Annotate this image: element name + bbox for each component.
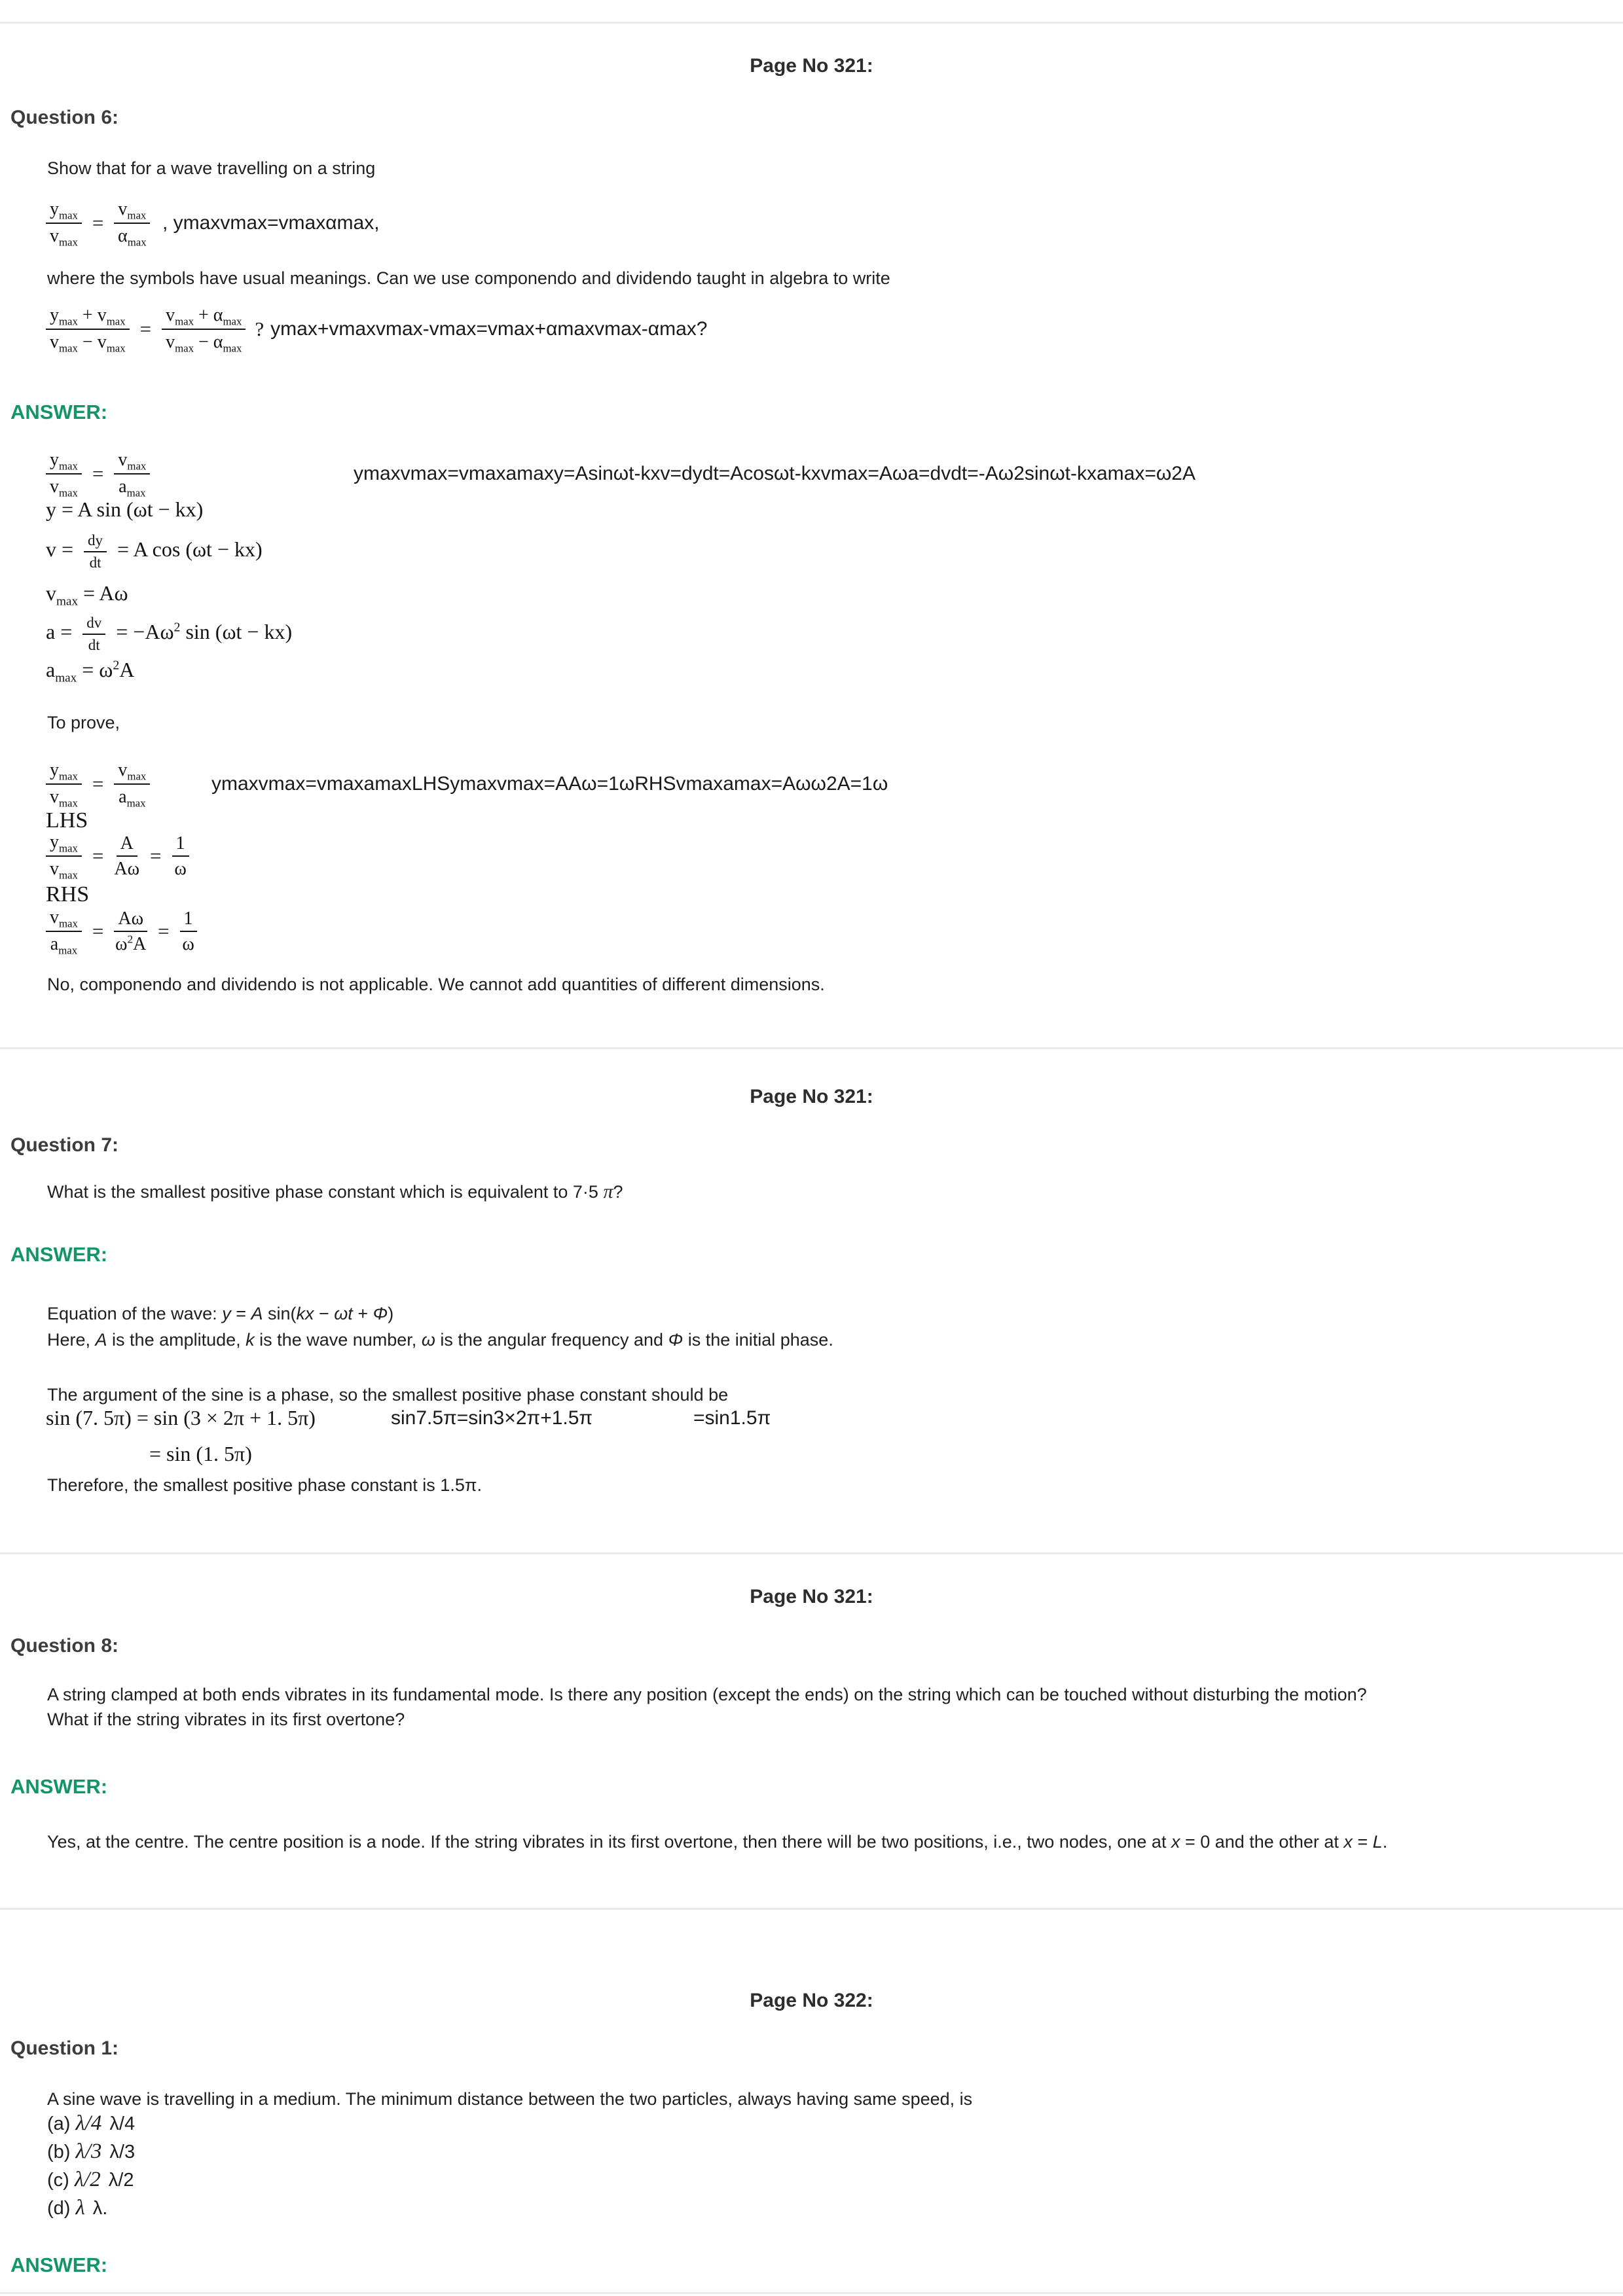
section-divider xyxy=(0,2292,1623,2294)
fraction: $\frac{dv}{dt}$ xyxy=(82,614,105,654)
equation-sin-plain-text-1: sin7.5π=sin3×2π+1.5π xyxy=(391,1407,593,1429)
fraction: $\frac{y_{max} + v_{max}}{v_{max} - v_{max}}$ xyxy=(46,304,130,355)
equals-sign: = xyxy=(92,211,104,235)
question-7-text: What is the smallest positive phase constant which is equivalent to 7·5 π? xyxy=(47,1181,623,1202)
equals-sign: = xyxy=(92,920,104,943)
answer-7-conclusion-text: Therefore, the smallest positive phase constant is 1.5π. xyxy=(47,1475,482,1495)
pi-symbol: π xyxy=(603,1181,613,1202)
equals-sign: = xyxy=(92,772,104,796)
page-number-heading: Page No 322: xyxy=(750,1990,873,2011)
fraction: $\frac{A\omega}{\omega^2A}$ xyxy=(115,908,147,955)
answer-heading: ANSWER: xyxy=(10,1775,108,1798)
rhs-label: RHS xyxy=(46,882,90,906)
equation-q6-2 xyxy=(46,304,707,355)
answer-6-conclusion-text: No, componendo and dividendo is not applicable. We cannot add quantities of different dimensions. xyxy=(47,975,825,994)
answer-8-text: Yes, at the centre. The centre position is a node. If the string vibrates in its first overtone, then there will be two positions, i.e., two nodes, one at x = 0 and the other at x = L. xyxy=(47,1832,1388,1852)
equation-q6-1-plain-text: , ymaxvmax=vmaxαmax, xyxy=(162,212,380,234)
equation-a6-plain-text: ymaxvmax=vmaxamaxy=Asinωt-kxv=dydt=Acosωt-kxvmax=Aωa=dvdt=-Aω2sinωt-kxamax=ω2A xyxy=(354,463,1195,485)
equation-a6-ratio xyxy=(46,449,1195,499)
equation-amax: $a_{max} = \omega^2A$ xyxy=(46,658,135,685)
to-prove-text: To prove, xyxy=(47,713,120,732)
fraction: $\frac{v_{max}}{\alpha_{max}}$ xyxy=(114,198,150,249)
section-divider xyxy=(0,1552,1623,1554)
answer-heading: ANSWER: xyxy=(10,1243,108,1266)
section-divider xyxy=(0,22,1623,24)
option-b: (b) λ/3 λ/3 xyxy=(47,2140,136,2163)
answer-7-line-2: Here, A is the amplitude, k is the wave number, ω is the angular frequency and Φ is the initial phase. xyxy=(47,1330,833,1350)
page-number-heading: Page No 321: xyxy=(750,1586,873,1607)
page-number-heading: Page No 321: xyxy=(750,55,873,77)
equation-velocity: v = $\frac{dy}{dt}$ = A cos (ωt − kx) xyxy=(46,532,263,571)
answer-heading: ANSWER: xyxy=(10,2253,108,2276)
option-c: (c) λ/2 λ/2 xyxy=(47,2168,134,2191)
question-7-heading: Question 7: xyxy=(10,1134,119,1156)
equals-sign: = xyxy=(158,920,170,943)
lambda-serif: λ/2 xyxy=(74,2168,101,2191)
fraction: $\frac{dy}{dt}$ xyxy=(84,531,107,571)
lambda-serif: λ xyxy=(75,2196,85,2219)
fraction: $\frac{A}{A\omega}$ xyxy=(114,833,140,880)
fraction: $\frac{y_{max}}{v_{max}}$ xyxy=(46,198,82,249)
equals-sign: = xyxy=(150,844,162,868)
equation-to-prove xyxy=(46,759,888,810)
lambda-serif: λ/3 xyxy=(75,2140,102,2163)
equation-sin-plain-text-2: =sin1.5π xyxy=(693,1407,771,1429)
question-6-intro-text: Show that for a wave travelling on a string xyxy=(47,158,376,178)
equation-to-prove-plain-text: ymaxvmax=vmaxamaxLHSymaxvmax=AAω=1ωRHSvmaxamax=Aωω2A=1ω xyxy=(211,773,888,795)
question-1-heading: Question 1: xyxy=(10,2037,119,2059)
answer-7-line-3: The argument of the sine is a phase, so the smallest positive phase constant should be xyxy=(47,1385,729,1405)
equation-q6-2-plain-text: ymax+vmaxvmax-vmax=vmax+αmaxvmax-αmax? xyxy=(270,318,708,340)
page-number-heading: Page No 321: xyxy=(750,1086,873,1107)
equals-sign: = xyxy=(92,844,104,868)
equals-sign: = xyxy=(92,462,104,486)
section-divider xyxy=(0,1047,1623,1049)
fraction: $\frac{v_{max}}{a_{max}}$ xyxy=(46,906,82,957)
section-divider xyxy=(0,1908,1623,1910)
answer-heading: ANSWER: xyxy=(10,401,108,423)
fraction: $\frac{y_{max}}{v_{max}}$ xyxy=(46,831,82,882)
equation-displacement: y = A sin (ωt − kx) xyxy=(46,497,204,521)
equation-sin-expansion: sin (7. 5π) = sin (3 × 2π + 1. 5π) sin7.5π=sin3×2π+1.5π =sin1.5π xyxy=(46,1406,771,1429)
equation-lhs xyxy=(46,831,189,882)
question-mark: ? xyxy=(255,317,264,341)
question-8-text: A string clamped at both ends vibrates in its fundamental mode. Is there any position (except the ends) on the string which can be touched without disturbing the motion? What if the string vibrates in its first overtone? xyxy=(47,1685,1367,1729)
option-a: (a) λ/4 λ/4 xyxy=(47,2111,136,2135)
fraction: $\frac{y_{max}}{v_{max}}$ xyxy=(46,759,82,810)
equation-sin-result: = sin (1. 5π) xyxy=(149,1442,252,1465)
fraction: $\frac{v_{max}}{a_{max}}$ xyxy=(114,759,150,810)
answer-7-line-1: Equation of the wave: y = A sin(kx − ωt + Φ) xyxy=(47,1304,394,1323)
equation-acceleration: a = $\frac{dv}{dt}$ = $-A\omega^2$ sin (ωt − kx) xyxy=(46,615,293,653)
question-6-middle-text: where the symbols have usual meanings. Can we use componendo and dividendo taught in algebra to write xyxy=(47,268,890,288)
fraction: $\frac{1}{\omega}$ xyxy=(172,833,189,880)
option-d: (d) λ λ. xyxy=(47,2196,108,2219)
equals-sign: = xyxy=(139,317,152,341)
equation-vmax: $v_{max} = A\omega$ xyxy=(46,581,128,609)
lambda-serif: λ/4 xyxy=(75,2111,102,2135)
lhs-label: LHS xyxy=(46,808,88,833)
equation-q6-1 xyxy=(46,198,380,249)
equation-rhs xyxy=(46,906,197,957)
fraction: $\frac{v_{max}}{a_{max}}$ xyxy=(114,449,150,499)
fraction: $\frac{y_{max}}{v_{max}}$ xyxy=(46,449,82,499)
fraction: $\frac{1}{\omega}$ xyxy=(180,908,197,956)
question-6-heading: Question 6: xyxy=(10,107,119,128)
fraction: $\frac{v_{max} + \alpha_{max}}{v_{max} - \alpha_{max}}$ xyxy=(162,304,246,355)
question-8-heading: Question 8: xyxy=(10,1635,119,1657)
question-1-text: A sine wave is travelling in a medium. The minimum distance between the two particles, always having same speed, is xyxy=(47,2089,973,2109)
